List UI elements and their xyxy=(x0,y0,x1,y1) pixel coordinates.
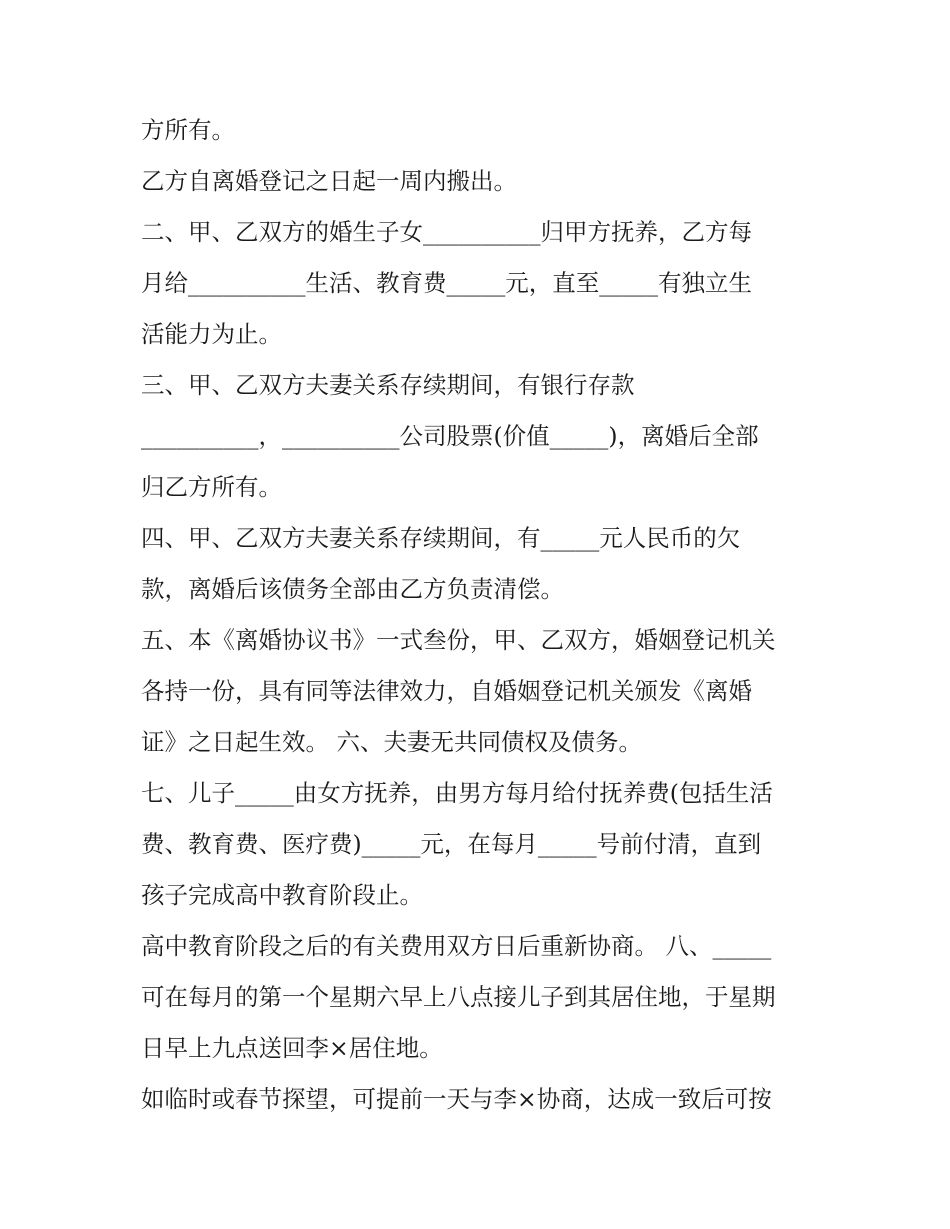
text-line: 孩子完成高中教育阶段止。 xyxy=(141,881,423,909)
text-line: 活能力为止。 xyxy=(141,320,282,348)
text-line: __________，__________公司股票(价值_____)，离婚后全部 xyxy=(141,422,759,450)
text-line: 日早上九点送回李×居住地。 xyxy=(141,1034,443,1062)
text-line: 款，离婚后该债务全部由乙方负责清偿。 xyxy=(141,575,564,603)
agreement-body xyxy=(141,105,821,1125)
text-line: 如临时或春节探望，可提前一天与李×协商，达成一致后可按 xyxy=(141,1085,772,1113)
text-line: 方所有。 xyxy=(141,116,235,144)
text-line: 各持一份，具有同等法律效力，自婚姻登记机关颁发《离婚 xyxy=(141,677,752,705)
text-line: 七、儿子_____由女方抚养，由男方每月给付抚养费(包括生活 xyxy=(141,779,773,807)
text-line: 归乙方所有。 xyxy=(141,473,282,501)
text-line: 四、甲、乙双方夫妻关系存续期间，有_____元人民币的欠 xyxy=(141,524,741,552)
text-line: 三、甲、乙双方夫妻关系存续期间，有银行存款 xyxy=(141,371,635,399)
text-line: 二、甲、乙双方的婚生子女__________归甲方抚养，乙方每 xyxy=(141,218,752,246)
text-line: 费、教育费、医疗费)_____元，在每月_____号前付清，直到 xyxy=(141,830,762,858)
text-line: 五、本《离婚协议书》一式叁份，甲、乙双方，婚姻登记机关 xyxy=(141,626,776,654)
text-line: 高中教育阶段之后的有关费用双方日后重新协商。 八、_____ xyxy=(141,932,772,960)
text-line: 乙方自离婚登记之日起一周内搬出。 xyxy=(141,167,517,195)
text-line: 可在每月的第一个星期六早上八点接儿子到其居住地，于星期 xyxy=(141,983,776,1011)
text-line: 月给__________生活、教育费_____元，直至_____有独立生 xyxy=(141,269,752,297)
text-line: 证》之日起生效。 六、夫妻无共同债权及债务。 xyxy=(141,728,642,756)
